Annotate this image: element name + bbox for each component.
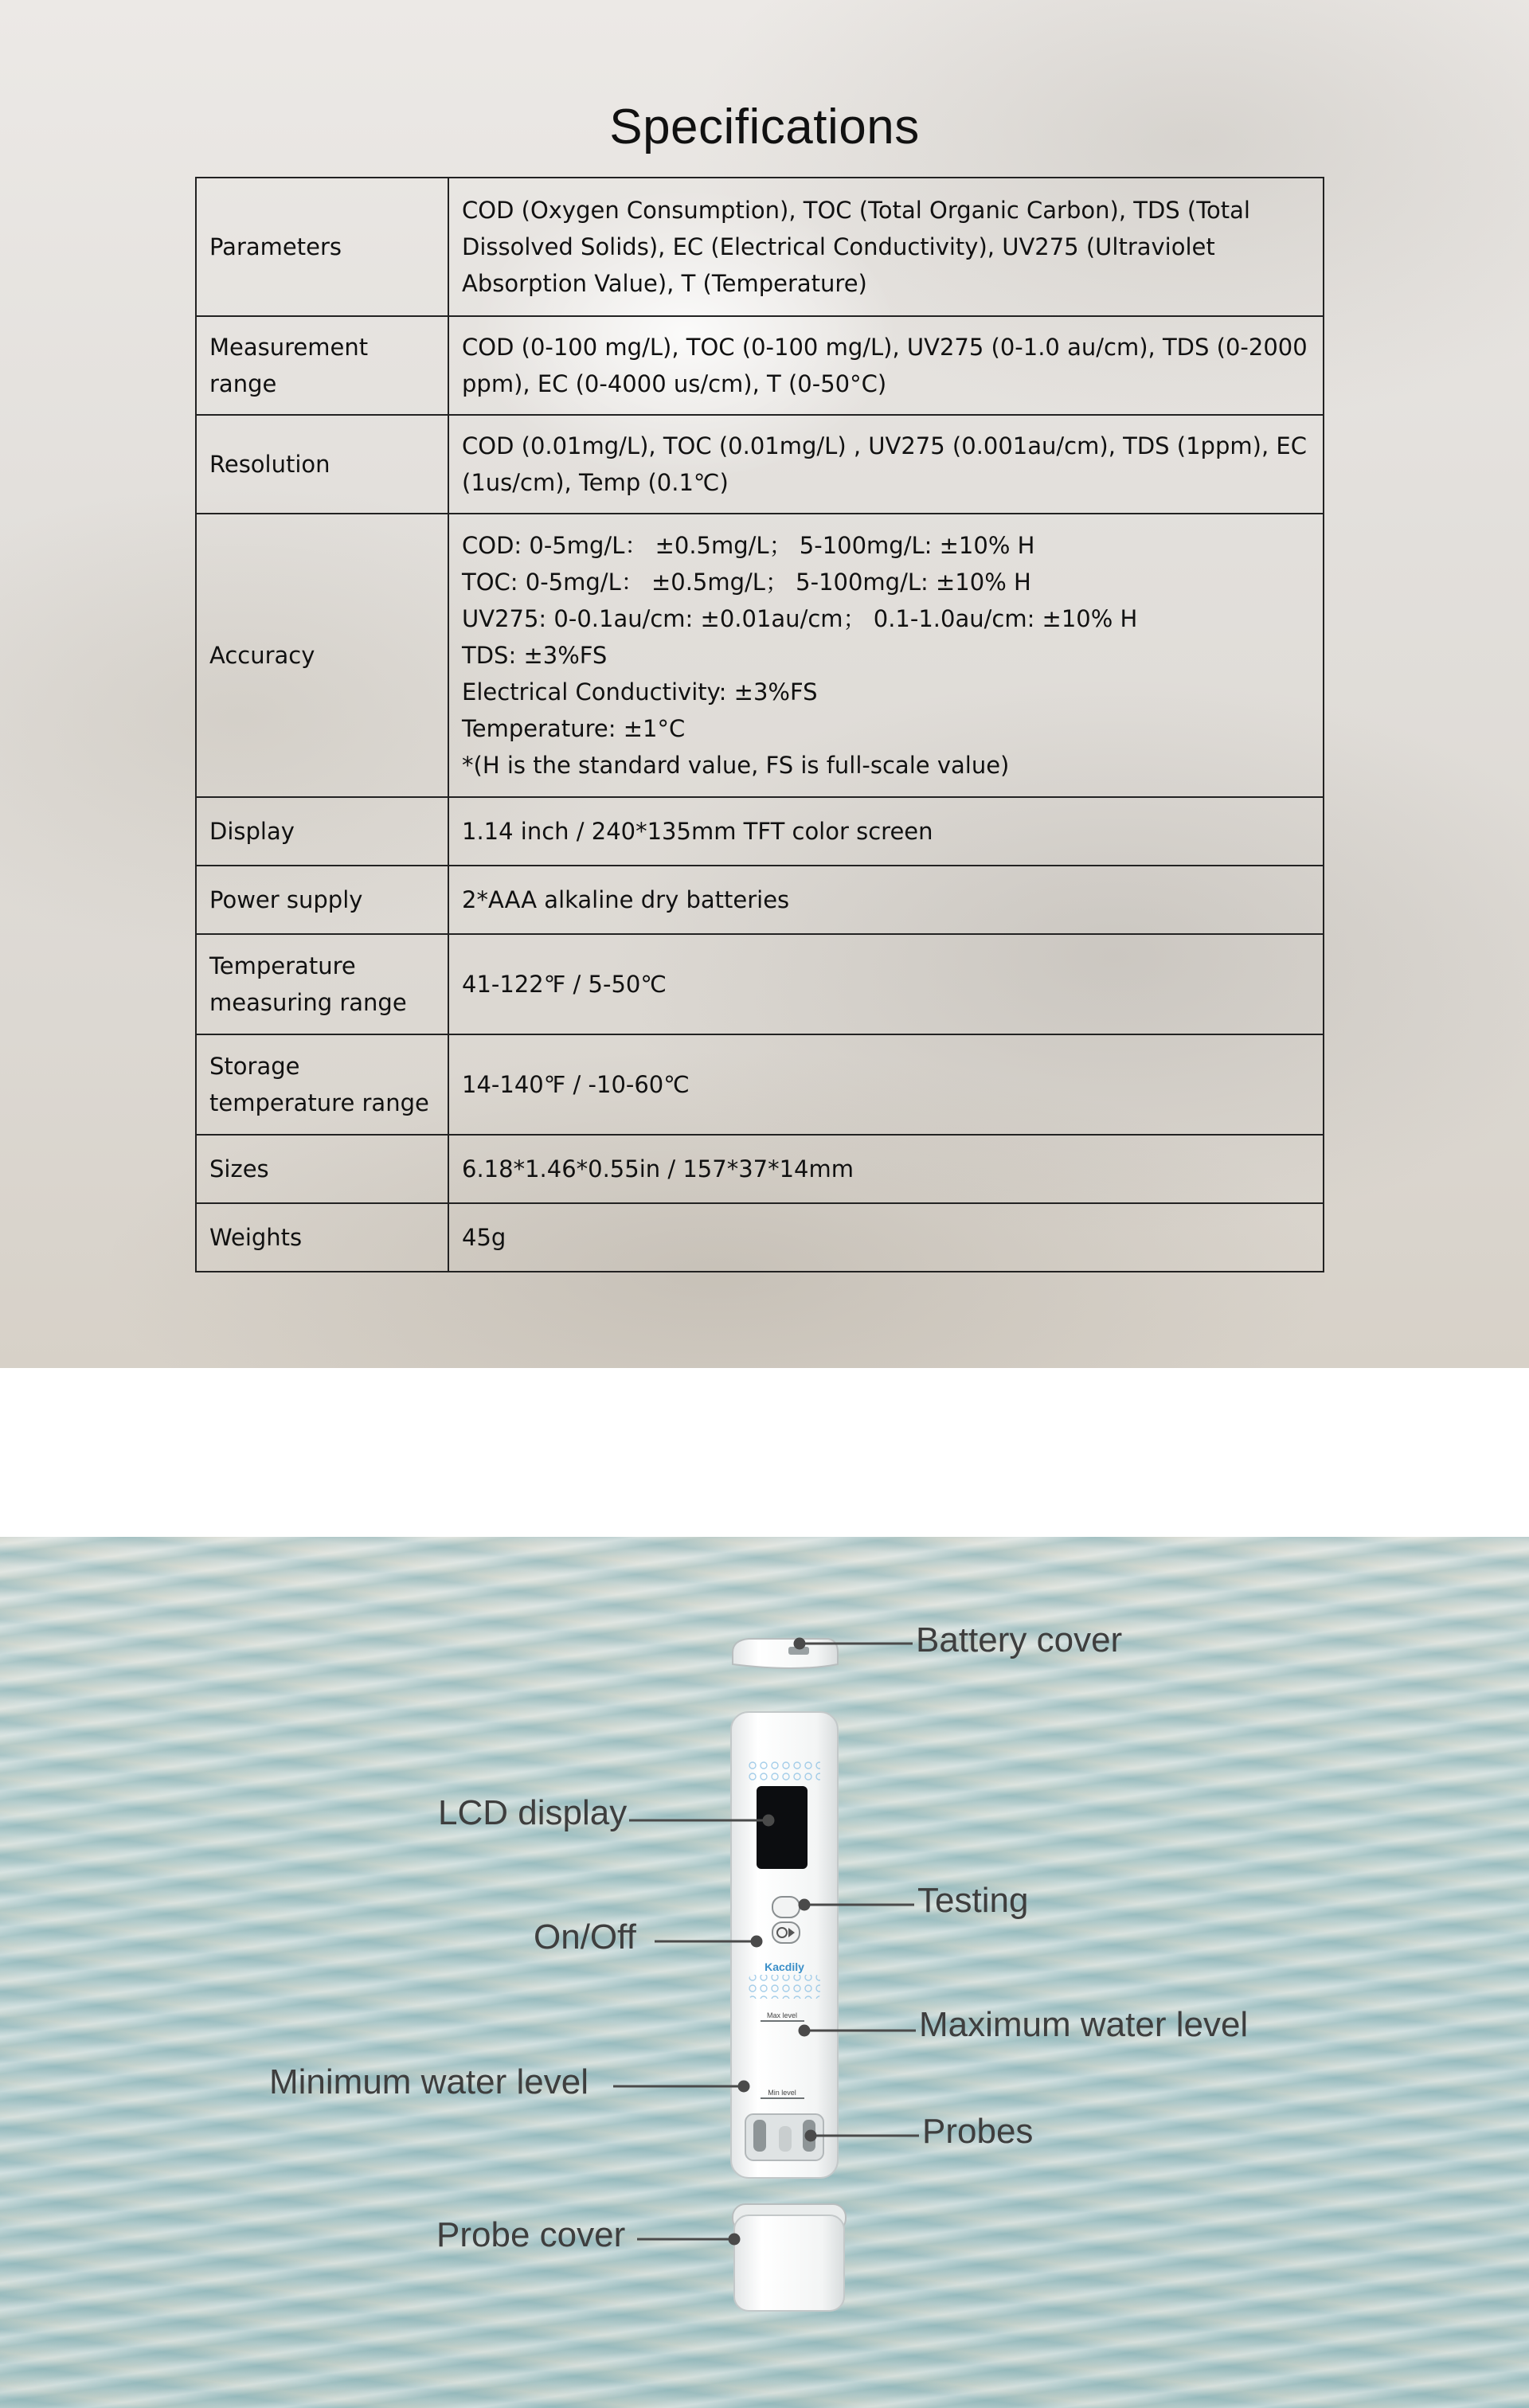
- spec-value: (1us/cm), Temp (0.1℃): [462, 469, 729, 496]
- label-probes: Probes: [922, 2112, 1034, 2151]
- spec-value: COD (Oxygen Consumption), TOC (Total Organic Carbon), TDS (Total: [462, 197, 1250, 224]
- spec-value: Electrical Conductivity: ±3%FS: [462, 678, 818, 706]
- spec-row: [196, 1135, 1324, 1203]
- spec-label: Accuracy: [209, 642, 315, 669]
- spec-value-cell: [448, 514, 1324, 797]
- spec-row: [196, 316, 1324, 415]
- spec-row: [196, 1203, 1324, 1272]
- spec-label: measuring range: [209, 989, 407, 1016]
- spec-label-cell: [196, 1135, 448, 1203]
- brand-logo: Kacdily: [764, 1960, 804, 1973]
- spec-value-cell: [448, 178, 1324, 316]
- spec-row: [196, 415, 1324, 514]
- spec-value: *(H is the standard value, FS is full-scale value): [462, 752, 1010, 779]
- section-divider: [0, 1368, 1529, 1537]
- spec-label-cell: [196, 797, 448, 866]
- spec-label: Parameters: [209, 233, 342, 260]
- spec-value-cell: [448, 1203, 1324, 1272]
- spec-label-cell: [196, 514, 448, 797]
- spec-row: [196, 797, 1324, 866]
- spec-value: Temperature: ±1°C: [462, 715, 686, 742]
- testing-button[interactable]: [772, 1897, 800, 1917]
- spec-label-cell: [196, 415, 448, 514]
- spec-label: temperature range: [209, 1089, 429, 1116]
- spec-label: Display: [209, 818, 295, 845]
- spec-value: 6.18*1.46*0.55in / 157*37*14mm: [462, 1155, 854, 1182]
- spec-row: [196, 934, 1324, 1034]
- product-diagram: [0, 1537, 1529, 2408]
- spec-value-cell: [448, 797, 1324, 866]
- spec-value-cell: [448, 866, 1324, 934]
- spec-label: Sizes: [209, 1155, 269, 1182]
- min-level-mark: Min level: [768, 2089, 796, 2097]
- spec-label: Temperature: [209, 952, 356, 979]
- label-on-off: On/Off: [534, 1917, 636, 1956]
- spec-label: Resolution: [209, 451, 330, 478]
- spec-label: Power supply: [209, 886, 363, 913]
- label-testing: Testing: [917, 1881, 1029, 1920]
- spec-label-cell: [196, 1034, 448, 1135]
- spec-label: range: [209, 370, 277, 397]
- spec-row: [196, 866, 1324, 934]
- spec-label-cell: [196, 934, 448, 1034]
- spec-value-cell: [448, 316, 1324, 415]
- specifications-table-body: [196, 178, 1324, 1272]
- probe-cover: [733, 2204, 846, 2311]
- spec-value: UV275: 0-0.1au/cm: ±0.01au/cm； 0.1-1.0au/cm: ±10% H: [462, 605, 1138, 632]
- label-maximum-water-level: Maximum water level: [919, 2005, 1249, 2044]
- spec-value-cell: [448, 934, 1324, 1034]
- specifications-table: [195, 177, 1324, 1272]
- label-battery-cover: Battery cover: [916, 1620, 1123, 1659]
- spec-label-cell: [196, 178, 448, 316]
- lcd-screen: [757, 1786, 808, 1869]
- spec-value: COD: 0-5mg/L： ±0.5mg/L； 5-100mg/L: ±10% H: [462, 532, 1035, 559]
- spec-value: 14-140℉ / -10-60℃: [462, 1071, 690, 1098]
- spec-label-cell: [196, 316, 448, 415]
- spec-row: [196, 514, 1324, 797]
- tester-body: [731, 1712, 838, 2178]
- spec-value: 2*AAA alkaline dry batteries: [462, 886, 790, 913]
- product-diagram-section: [0, 1537, 1529, 2408]
- spec-value: 41-122℉ / 5-50℃: [462, 971, 667, 998]
- spec-value-cell: [448, 1135, 1324, 1203]
- spec-row: [196, 178, 1324, 316]
- label-lcd-display: LCD display: [438, 1793, 628, 1832]
- spec-value: COD (0.01mg/L), TOC (0.01mg/L) , UV275 (0.001au/cm), TDS (1ppm), EC: [462, 432, 1307, 459]
- label-minimum-water-level: Minimum water level: [269, 2062, 589, 2101]
- spec-value: TDS: ±3%FS: [462, 642, 608, 669]
- spec-value-cell: [448, 1034, 1324, 1135]
- spec-value: Absorption Value), T (Temperature): [462, 270, 867, 297]
- spec-value: 1.14 inch / 240*135mm TFT color screen: [462, 818, 933, 845]
- spec-label: Measurement: [209, 334, 369, 361]
- spec-label-cell: [196, 1203, 448, 1272]
- spec-value: TOC: 0-5mg/L： ±0.5mg/L； 5-100mg/L: ±10% H: [462, 569, 1031, 596]
- label-probe-cover: Probe cover: [436, 2215, 626, 2254]
- max-level-mark: Max level: [766, 2011, 798, 2019]
- spec-value: 45g: [462, 1224, 506, 1251]
- spec-value: COD (0-100 mg/L), TOC (0-100 mg/L), UV275 (0-1.0 au/cm), TDS (0-2000: [462, 334, 1308, 361]
- spec-label: Storage: [209, 1053, 300, 1080]
- spec-value-cell: [448, 415, 1324, 514]
- spec-value: ppm), EC (0-4000 us/cm), T (0-50°C): [462, 370, 887, 397]
- spec-label: Weights: [209, 1224, 303, 1251]
- page-title: Specifications: [609, 99, 920, 154]
- spec-label-cell: [196, 866, 448, 934]
- spec-row: [196, 1034, 1324, 1135]
- spec-value: Dissolved Solids), EC (Electrical Conductivity), UV275 (Ultraviolet: [462, 233, 1215, 260]
